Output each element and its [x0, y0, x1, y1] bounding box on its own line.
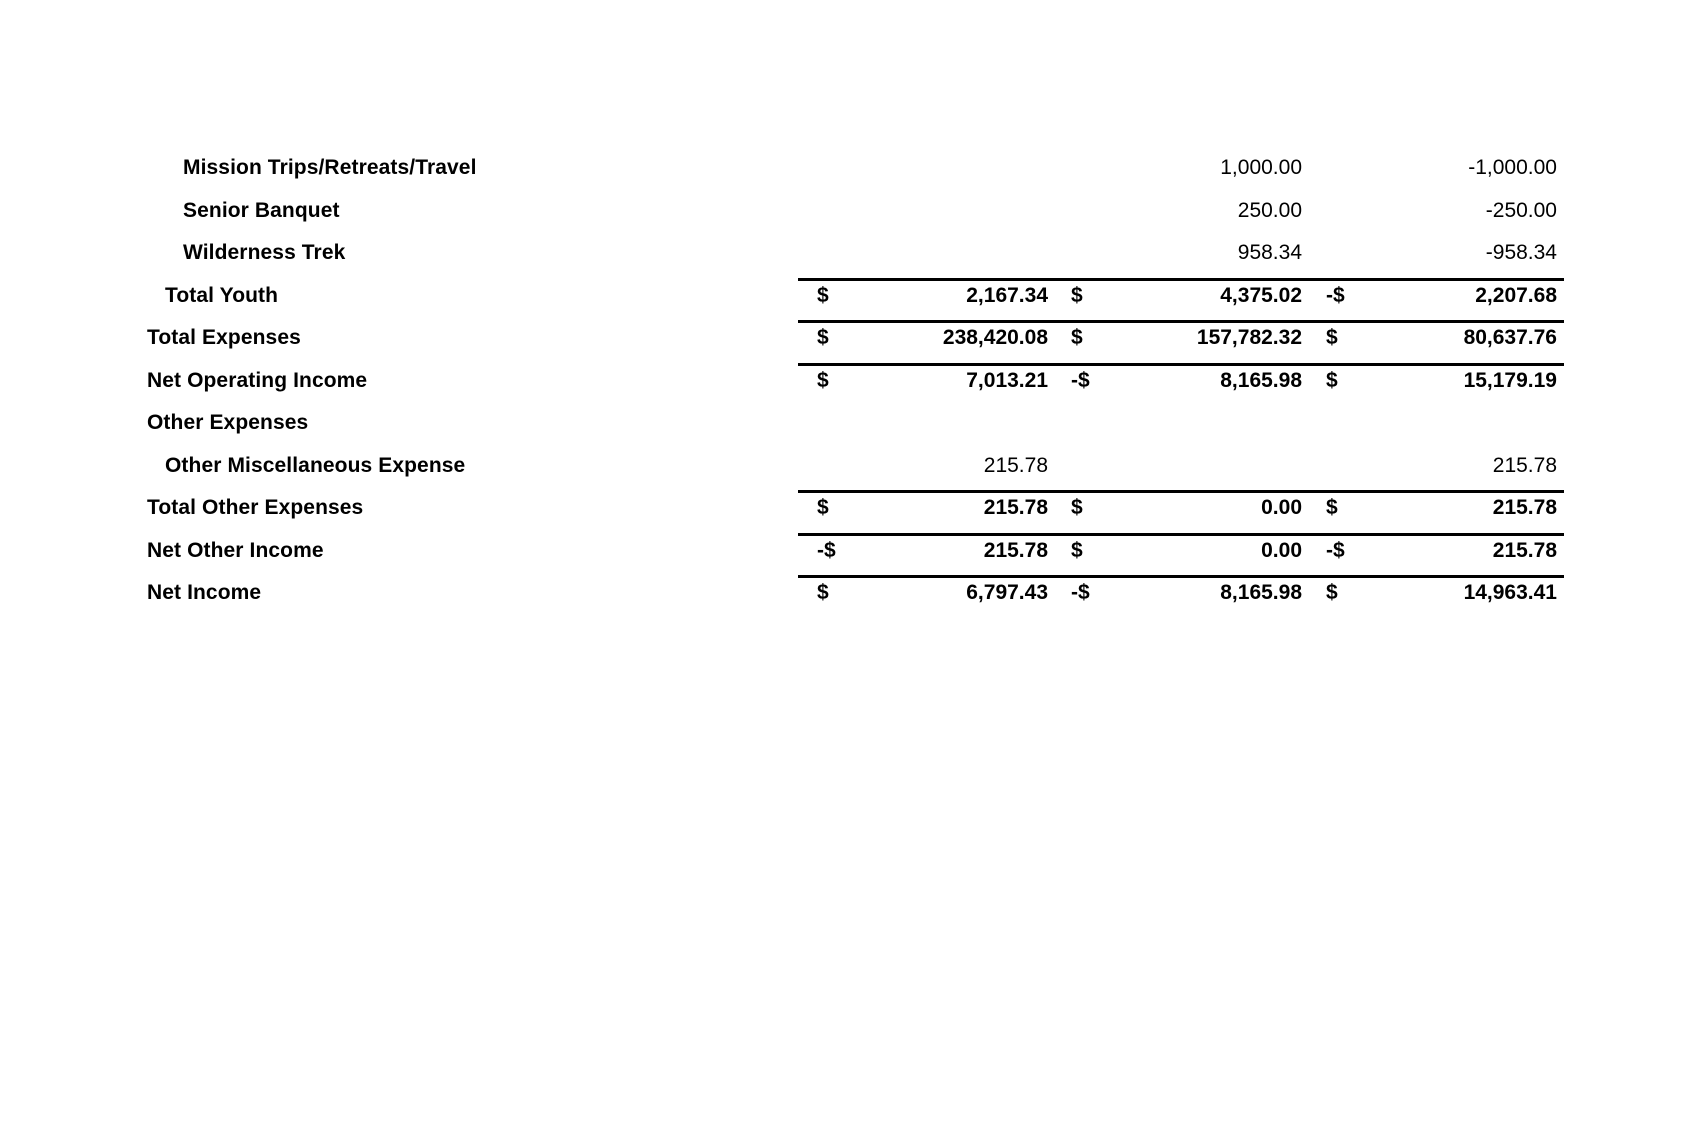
- col2-currency: $: [1071, 326, 1083, 349]
- col1-currency: -$: [817, 538, 836, 562]
- col1-currency: $: [817, 496, 829, 519]
- col2-amount: 250.00: [1237, 198, 1302, 222]
- report-row-other-misc-expense: [0, 448, 1700, 491]
- row-label: Other Expenses: [147, 411, 309, 434]
- total-rule: [798, 490, 1564, 493]
- report-row-net-operating-income: [0, 363, 1700, 406]
- col2-amount: 8,165.98: [1220, 368, 1302, 392]
- total-rule: [798, 363, 1564, 366]
- col2-amount: 958.34: [1237, 241, 1302, 264]
- report-row-total-youth: [0, 278, 1700, 321]
- report-row-wilderness-trek: [0, 235, 1700, 278]
- col2-currency: -$: [1071, 581, 1090, 604]
- col1-amount: 6,797.43: [966, 581, 1048, 604]
- total-rule: [798, 575, 1564, 578]
- col3-currency: -$: [1326, 538, 1345, 562]
- row-label: Total Other Expenses: [147, 496, 364, 519]
- row-label: Mission Trips/Retreats/Travel: [183, 156, 477, 179]
- row-label: Other Miscellaneous Expense: [165, 453, 466, 477]
- col3-amount: 2,207.68: [1475, 283, 1557, 307]
- col3-amount: 215.78: [1492, 538, 1557, 562]
- total-rule: [798, 278, 1564, 281]
- col1-amount: 238,420.08: [942, 326, 1048, 349]
- col3-amount: 14,963.41: [1463, 581, 1557, 604]
- col1-currency: $: [817, 283, 829, 307]
- col3-amount: -958.34: [1485, 241, 1557, 264]
- row-label: Total Youth: [165, 283, 279, 307]
- col1-amount: 7,013.21: [966, 368, 1048, 392]
- col2-amount: 4,375.02: [1220, 283, 1302, 307]
- col1-currency: $: [817, 326, 829, 349]
- row-label: Net Other Income: [147, 538, 324, 562]
- col3-amount: 215.78: [1492, 453, 1557, 477]
- col1-amount: 2,167.34: [966, 283, 1048, 307]
- col3-currency: $: [1326, 496, 1338, 519]
- col2-amount: 8,165.98: [1220, 581, 1302, 604]
- total-rule: [798, 533, 1564, 536]
- col3-currency: $: [1326, 326, 1338, 349]
- col3-amount: 15,179.19: [1463, 368, 1557, 392]
- row-label: Net Income: [147, 581, 262, 604]
- profit-loss-report: [0, 150, 1700, 618]
- row-label: Senior Banquet: [183, 198, 340, 222]
- col3-amount: 215.78: [1492, 496, 1557, 519]
- col1-amount: 215.78: [983, 538, 1048, 562]
- row-label: Wilderness Trek: [183, 241, 346, 264]
- report-row-total-expenses: [0, 320, 1700, 363]
- col2-amount: 157,782.32: [1196, 326, 1302, 349]
- col1-amount: 215.78: [983, 496, 1048, 519]
- col3-amount: 80,637.76: [1463, 326, 1557, 349]
- report-row-other-expenses-header: [0, 405, 1700, 448]
- total-rule: [798, 320, 1564, 323]
- col3-currency: $: [1326, 368, 1338, 392]
- col1-amount: 215.78: [983, 453, 1048, 477]
- col1-currency: $: [817, 581, 829, 604]
- col2-currency: -$: [1071, 368, 1090, 392]
- report-row-senior-banquet: [0, 193, 1700, 236]
- col3-amount: -250.00: [1485, 198, 1557, 222]
- report-row-total-other-expenses: [0, 490, 1700, 533]
- col1-currency: $: [817, 368, 829, 392]
- col2-currency: $: [1071, 283, 1083, 307]
- col2-amount: 0.00: [1261, 496, 1302, 519]
- col2-amount: 0.00: [1261, 538, 1302, 562]
- col2-currency: $: [1071, 538, 1083, 562]
- col3-currency: -$: [1326, 283, 1345, 307]
- col3-currency: $: [1326, 581, 1338, 604]
- report-row-net-income: [0, 575, 1700, 618]
- report-row-net-other-income: [0, 533, 1700, 576]
- report-row-mission-trips: [0, 150, 1700, 193]
- col2-amount: 1,000.00: [1220, 156, 1302, 179]
- col2-currency: $: [1071, 496, 1083, 519]
- col3-amount: -1,000.00: [1468, 156, 1557, 179]
- row-label: Net Operating Income: [147, 368, 368, 392]
- row-label: Total Expenses: [147, 326, 301, 349]
